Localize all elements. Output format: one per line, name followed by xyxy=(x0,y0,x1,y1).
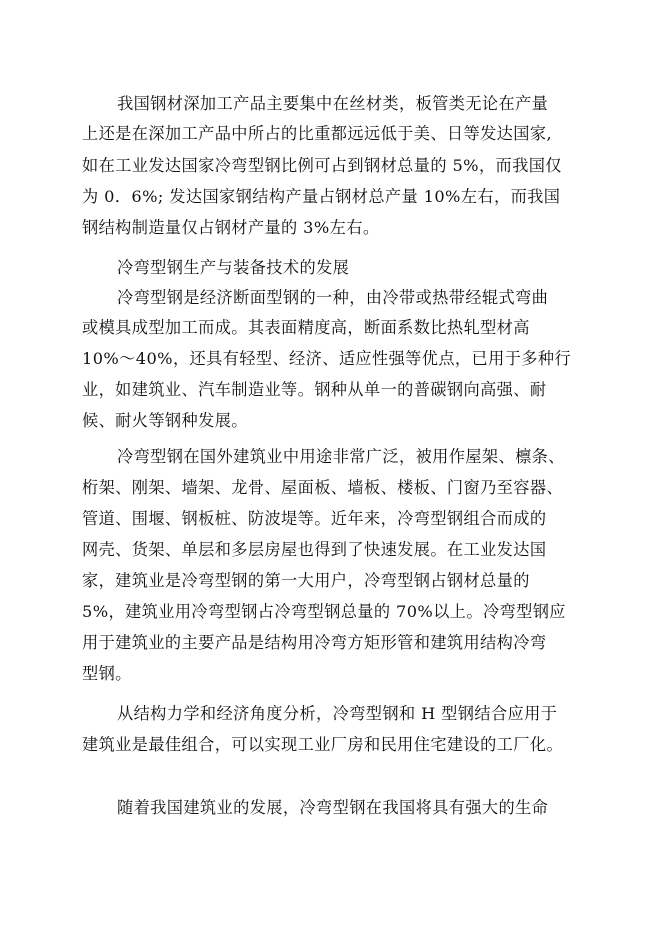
section-heading: 冷弯型钢生产与装备技术的发展 xyxy=(117,258,350,277)
text-line: 候、耐火等钢种发展。 xyxy=(82,411,248,430)
text-line: 为 0．6%; 发达国家钢结构产量占钢材总产量 10%左右，而我国 xyxy=(82,187,561,206)
text-line: 10%～40%，还具有轻型、经济、适应性强等优点，已用于多种行 xyxy=(82,349,572,368)
text-line: 钢结构制造量仅占钢材产量的 3%左右。 xyxy=(82,218,380,237)
text-line: 型钢。 xyxy=(82,664,132,683)
text-line: 从结构力学和经济角度分析，冷弯型钢和 H 型钢结合应用于 xyxy=(117,704,558,723)
text-line: 桁架、刚架、墙架、龙骨、屋面板、墙板、楼板、门窗乃至容器、 xyxy=(82,478,564,497)
text-line: 管道、围堰、钢板桩、防波堤等。近年来，冷弯型钢组合而成的 xyxy=(82,509,547,528)
text-line: 用于建筑业的主要产品是结构用冷弯方矩形管和建筑用结构冷弯 xyxy=(82,633,547,652)
text-line: 我国钢材深加工产品主要集中在丝材类，板管类无论在产量 xyxy=(117,94,549,113)
text-line: 上还是在深加工产品中所占的比重都远远低于美、日等发达国家, xyxy=(82,124,552,143)
text-line: 冷弯型钢是经济断面型钢的一种，由冷带或热带经辊式弯曲 xyxy=(117,288,549,307)
text-line: 冷弯型钢在国外建筑业中用途非常广泛，被用作屋架、檩条、 xyxy=(117,447,565,466)
text-line: 随着我国建筑业的发展，冷弯型钢在我国将具有强大的生命 xyxy=(117,798,549,817)
text-line: 如在工业发达国家冷弯型钢比例可占到钢材总量的 5%，而我国仅 xyxy=(82,156,562,175)
text-line: 网壳、货架、单层和多层房屋也得到了快速发展。在工业发达国 xyxy=(82,540,547,559)
text-line: 5%，建筑业用冷弯型钢占冷弯型钢总量的 70%以上。冷弯型钢应 xyxy=(82,602,566,621)
text-line: 业，如建筑业、汽车制造业等。钢种从单一的普碳钢向高强、耐 xyxy=(82,380,547,399)
text-line: 或模具成型加工而成。其表面精度高，断面系数比热轧型材高 xyxy=(82,318,530,337)
text-line: 家，建筑业是冷弯型钢的第一大用户，冷弯型钢占钢材总量的 xyxy=(82,571,530,590)
text-line: 建筑业是最佳组合，可以实现工业厂房和民用住宅建设的工厂化。 xyxy=(82,735,564,754)
